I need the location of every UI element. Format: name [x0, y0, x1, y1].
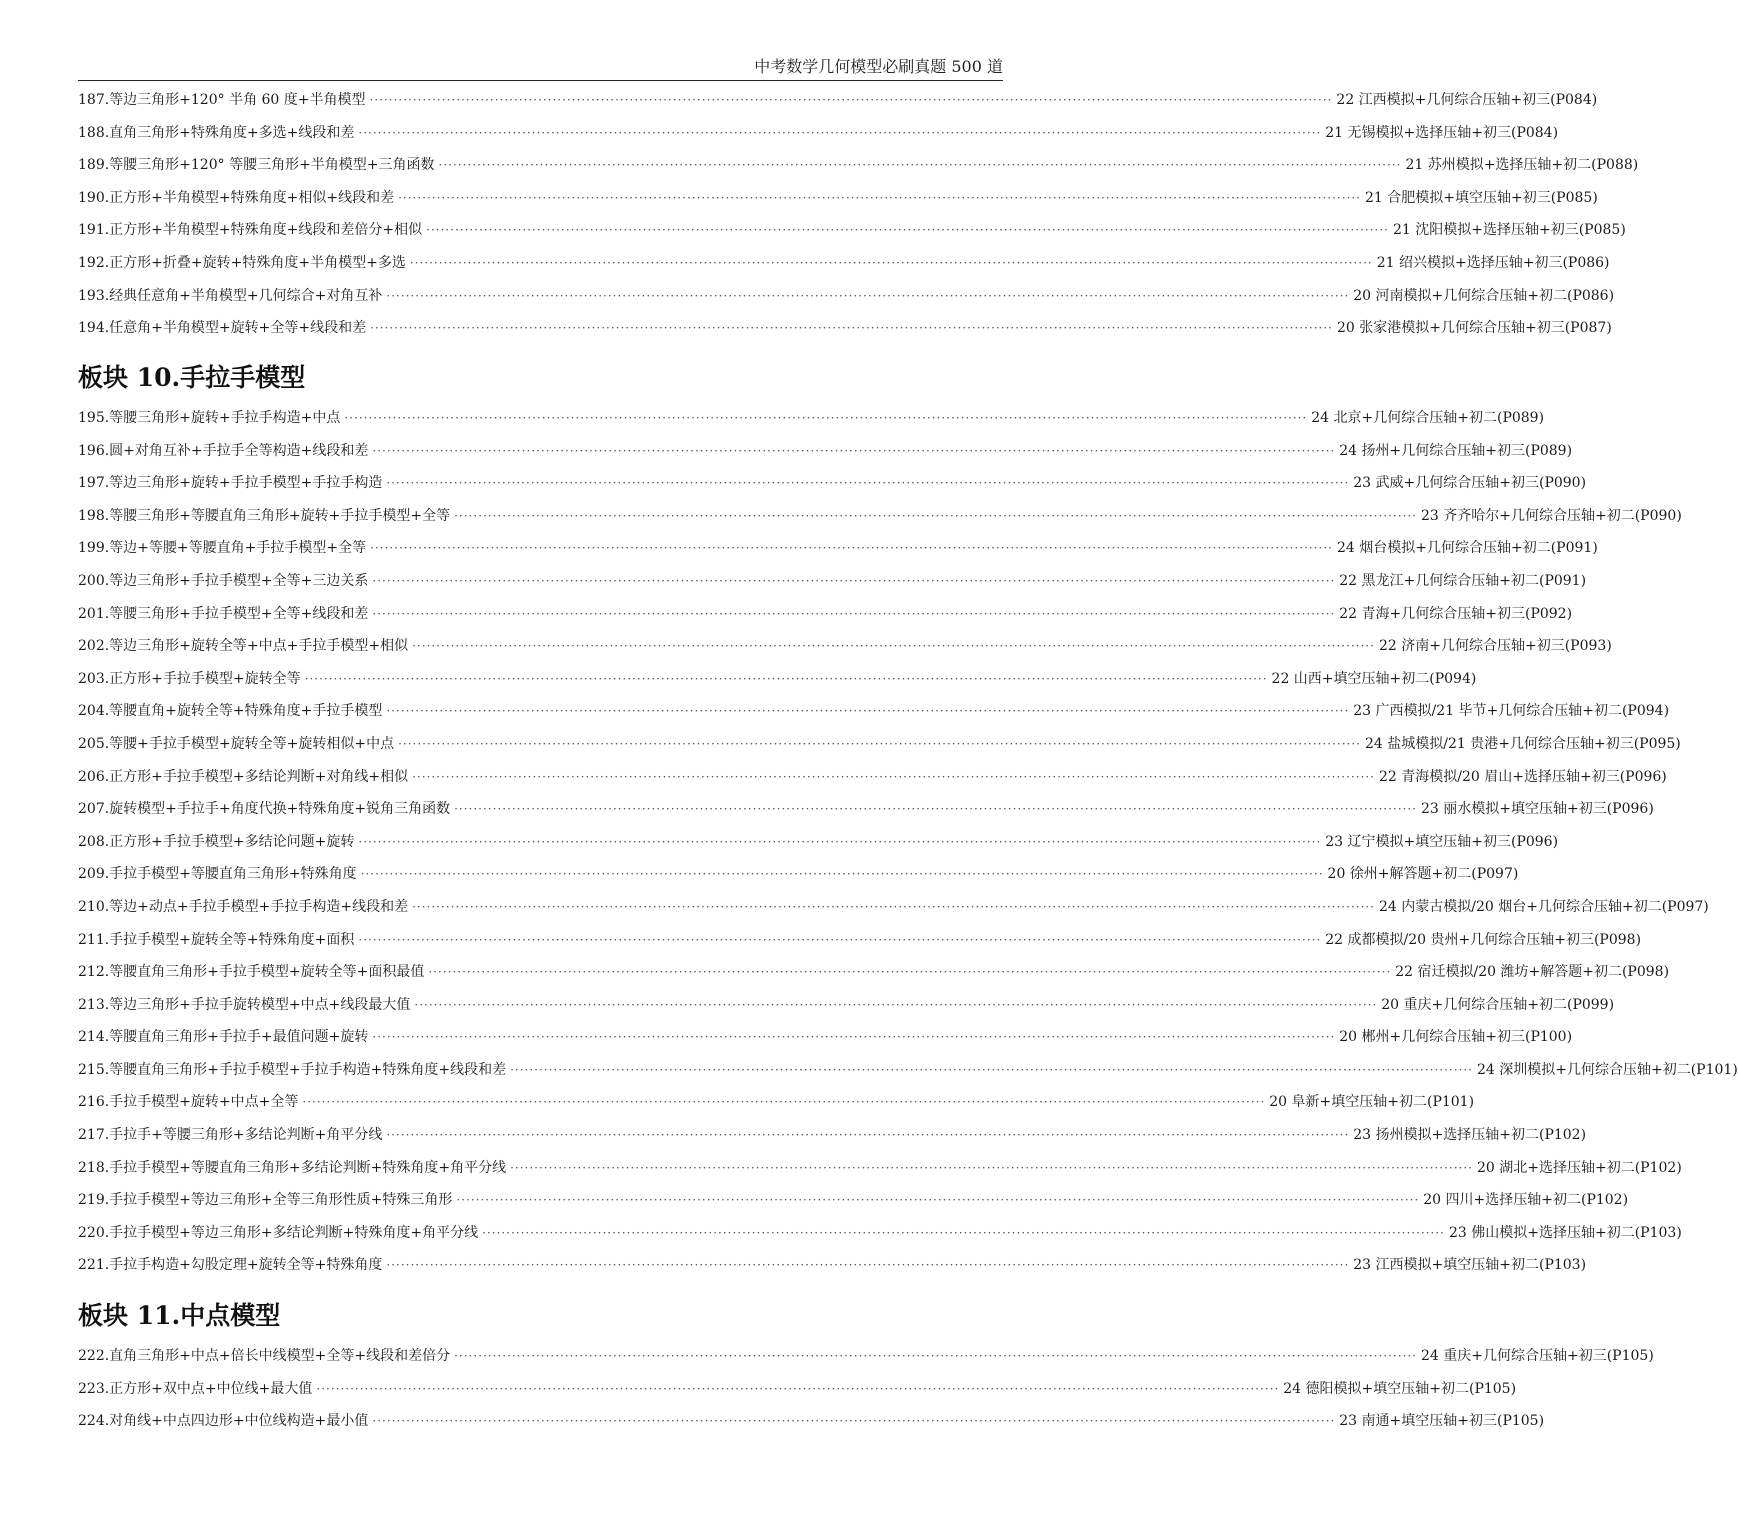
- entry-title: 正方形+半角模型+特殊角度+线段和差倍分+相似: [109, 222, 423, 239]
- entry-title: 等边三角形+手拉手模型+全等+三边关系: [109, 572, 369, 589]
- toc-entry: [78, 956, 1670, 989]
- entry-number: 212.: [78, 964, 110, 981]
- entry-source: 20 四川+选择压轴+初二(P102): [1423, 1192, 1629, 1209]
- entry-source: 20 湖北+选择压轴+初二(P102): [1476, 1159, 1682, 1176]
- entry-source: 21 合肥模拟+填空压轴+初三(P085): [1364, 189, 1598, 206]
- dot-leader: ········································································································································································································: [372, 443, 1336, 458]
- entry-number: 194.: [78, 320, 110, 337]
- toc-entry: [78, 500, 1682, 533]
- entry-number: 214.: [78, 1029, 110, 1046]
- entry-source: 22 青海模拟/20 眉山+选择压轴+初三(P096): [1378, 768, 1667, 785]
- entry-title: 等边+动点+手拉手模型+手拉手构造+线段和差: [109, 898, 409, 915]
- toc-entry: [78, 1373, 1517, 1406]
- dot-leader: ········································································································································································································: [344, 411, 1308, 425]
- entry-title: 正方形+双中点+中位线+最大值: [109, 1380, 313, 1397]
- entry-number: 193.: [78, 287, 110, 304]
- toc-entry: [78, 247, 1610, 280]
- entry-number: 191.: [78, 222, 110, 239]
- entry-number: 215.: [78, 1061, 110, 1078]
- entry-number: 207.: [78, 801, 110, 818]
- entry-number: 222.: [78, 1348, 110, 1364]
- entry-source: 24 烟台模拟+几何综合压轴+初二(P091): [1336, 540, 1598, 557]
- dot-leader: ········································································································································································································: [386, 1258, 1350, 1273]
- dot-leader: ········································································································································································································: [370, 541, 1333, 556]
- toc-entry: [78, 182, 1598, 215]
- entry-source: 20 重庆+几何综合压轴+初二(P099): [1381, 996, 1615, 1013]
- toc-group-hand-in-hand: [78, 402, 1738, 1282]
- entry-number: 209.: [78, 866, 110, 883]
- entry-number: 211.: [78, 931, 110, 948]
- dot-leader: ········································································································································································································: [316, 1381, 1280, 1396]
- dot-leader: ········································································································································································································: [358, 834, 1322, 849]
- toc-entry: [78, 1021, 1573, 1054]
- entry-number: 206.: [78, 768, 110, 785]
- dot-leader: ········································································································································································································: [510, 1160, 1473, 1175]
- page-header: [78, 50, 1003, 81]
- entry-number: 210.: [78, 898, 110, 915]
- entry-title: 等腰直角三角形+手拉手模型+旋转全等+面积最值: [109, 964, 425, 981]
- toc-entry: [78, 1119, 1587, 1152]
- entry-title: 等腰三角形+手拉手模型+全等+线段和差: [109, 605, 369, 622]
- entry-number: 216.: [78, 1094, 110, 1111]
- toc-entry: [78, 858, 1519, 891]
- entry-title: 手拉手模型+等边三角形+全等三角形性质+特殊三角形: [109, 1192, 453, 1209]
- entry-title: 经典任意角+半角模型+几何综合+对角互补: [109, 287, 383, 304]
- entry-source: 24 北京+几何综合压轴+初二(P089): [1311, 410, 1545, 426]
- entry-number: 203.: [78, 670, 110, 687]
- entry-source: 22 江西模拟+几何综合压轴+初三(P084): [1336, 92, 1598, 108]
- entry-title: 正方形+手拉手模型+多结论问题+旋转: [109, 833, 355, 850]
- toc-entry: [78, 1340, 1654, 1373]
- toc-entry: [78, 312, 1612, 345]
- entry-title: 等腰直角三角形+手拉手模型+手拉手构造+特殊角度+线段和差: [109, 1061, 507, 1078]
- entry-number: 204.: [78, 703, 110, 720]
- toc-entry: [78, 214, 1626, 247]
- dot-leader: ········································································································································································································: [412, 899, 1375, 914]
- entry-title: 等腰+手拉手模型+旋转全等+旋转相似+中点: [109, 735, 395, 752]
- toc-group-half-angle: [78, 84, 1639, 345]
- entry-number: 187.: [78, 92, 110, 108]
- dot-leader: ········································································································································································································: [414, 997, 1378, 1012]
- entry-title: 等腰三角形+120° 等腰三角形+半角模型+三角函数: [109, 157, 435, 174]
- entry-title: 直角三角形+特殊角度+多选+线段和差: [109, 124, 355, 141]
- dot-leader: ········································································································································································································: [372, 1030, 1336, 1045]
- entry-number: 198.: [78, 507, 110, 524]
- dot-leader: ········································································································································································································: [412, 769, 1375, 784]
- entry-source: 21 绍兴模拟+选择压轴+初三(P086): [1376, 254, 1610, 271]
- entry-source: 23 武威+几何综合压轴+初三(P090): [1353, 475, 1587, 492]
- dot-leader: ········································································································································································································: [426, 223, 1389, 238]
- entry-title: 等边三角形+旋转+手拉手模型+手拉手构造: [109, 475, 383, 492]
- dot-leader: ········································································································································································································: [510, 1062, 1473, 1077]
- entry-source: 20 张家港模拟+几何综合压轴+初三(P087): [1336, 320, 1612, 337]
- entry-source: 24 盐城模拟/21 贵港+几何综合压轴+初三(P095): [1364, 735, 1681, 752]
- entry-number: 217.: [78, 1127, 110, 1144]
- entry-number: 195.: [78, 410, 110, 426]
- entry-source: 21 苏州模拟+选择压轴+初二(P088): [1405, 157, 1639, 174]
- entry-number: 190.: [78, 189, 110, 206]
- entry-number: 189.: [78, 157, 110, 174]
- entry-source: 23 辽宁模拟+填空压轴+初三(P096): [1325, 833, 1559, 850]
- toc-entry: [78, 280, 1615, 313]
- entry-title: 等腰直角+旋转全等+特殊角度+手拉手模型: [109, 703, 383, 720]
- dot-leader: ········································································································································································································: [372, 606, 1336, 621]
- entry-number: 199.: [78, 540, 110, 557]
- toc-entry: [78, 1217, 1682, 1250]
- dot-leader: ········································································································································································································: [454, 508, 1417, 523]
- entry-title: 等边+等腰+等腰直角+手拉手模型+全等: [109, 540, 367, 557]
- entry-source: 20 郴州+几何综合压轴+初三(P100): [1339, 1029, 1573, 1046]
- entry-source: 20 阜新+填空压轴+初二(P101): [1269, 1094, 1475, 1111]
- entry-source: 24 重庆+几何综合压轴+初三(P105): [1420, 1348, 1654, 1364]
- entry-source: 22 山西+填空压轴+初二(P094): [1271, 670, 1477, 687]
- toc-entry: [78, 1086, 1475, 1119]
- dot-leader: ········································································································································································································: [358, 125, 1322, 140]
- toc-entry: [78, 924, 1642, 957]
- entry-number: 205.: [78, 735, 110, 752]
- entry-number: 223.: [78, 1380, 110, 1397]
- entry-title: 等边三角形+旋转全等+中点+手拉手模型+相似: [109, 638, 409, 655]
- section-heading-hand-in-hand: 板块 10.手拉手模型: [78, 363, 306, 392]
- entry-source: 22 成都模拟/20 贵州+几何综合压轴+初三(P098): [1325, 931, 1642, 948]
- entry-title: 等腰三角形+旋转+手拉手构造+中点: [109, 410, 341, 426]
- toc-entry: [78, 1152, 1682, 1185]
- entry-title: 等腰直角三角形+手拉手+最值问题+旋转: [109, 1029, 369, 1046]
- entry-number: 208.: [78, 833, 110, 850]
- toc-entry: [78, 1184, 1629, 1217]
- entry-source: 23 广西模拟/21 毕节+几何综合压轴+初二(P094): [1353, 703, 1670, 720]
- toc-group-midpoint: [78, 1340, 1654, 1438]
- toc-entry: [78, 435, 1573, 468]
- entry-source: 24 扬州+几何综合压轴+初三(P089): [1339, 442, 1573, 459]
- entry-title: 等边三角形+手拉手旋转模型+中点+线段最大值: [109, 996, 411, 1013]
- entry-number: 202.: [78, 638, 110, 655]
- dot-leader: ········································································································································································································: [360, 867, 1324, 882]
- entry-title: 手拉手模型+等边三角形+多结论判断+特殊角度+角平分线: [109, 1224, 479, 1241]
- entry-number: 197.: [78, 475, 110, 492]
- dot-leader: ········································································································································································································: [398, 736, 1361, 751]
- entry-title: 正方形+折叠+旋转+特殊角度+半角模型+多选: [109, 254, 406, 271]
- entry-title: 手拉手构造+勾股定理+旋转全等+特殊角度: [109, 1257, 383, 1274]
- entry-source: 22 黑龙江+几何综合压轴+初二(P091): [1339, 572, 1587, 589]
- dot-leader: ········································································································································································································: [428, 965, 1392, 980]
- entry-source: 23 佛山模拟+选择压轴+初二(P103): [1448, 1224, 1682, 1241]
- entry-title: 等腰三角形+等腰直角三角形+旋转+手拉手模型+全等: [109, 507, 451, 524]
- dot-leader: ········································································································································································································: [372, 573, 1336, 588]
- dot-leader: ········································································································································································································: [412, 639, 1375, 654]
- toc-entry: [78, 761, 1667, 794]
- toc-entry: [78, 1405, 1545, 1438]
- entry-title: 手拉手+等腰三角形+多结论判断+角平分线: [109, 1127, 383, 1144]
- dot-leader: ········································································································································································································: [386, 288, 1350, 303]
- entry-source: 22 济南+几何综合压轴+初三(P093): [1378, 638, 1612, 655]
- entry-source: 23 南通+填空压轴+初三(P105): [1339, 1413, 1545, 1430]
- entry-title: 手拉手模型+等腰直角三角形+多结论判断+特殊角度+角平分线: [109, 1159, 507, 1176]
- entry-source: 23 齐齐哈尔+几何综合压轴+初二(P090): [1420, 507, 1682, 524]
- entry-source: 24 德阳模拟+填空压轴+初二(P105): [1283, 1380, 1517, 1397]
- entry-title: 等边三角形+120° 半角 60 度+半角模型: [109, 92, 366, 108]
- entry-title: 直角三角形+中点+倍长中线模型+全等+线段和差倍分: [109, 1348, 451, 1364]
- dot-leader: ········································································································································································································: [482, 1225, 1445, 1240]
- toc-entry: [78, 663, 1477, 696]
- entry-title: 手拉手模型+旋转+中点+全等: [109, 1094, 299, 1111]
- entry-source: 24 深圳模拟+几何综合压轴+初二(P101): [1476, 1061, 1738, 1078]
- dot-leader: ········································································································································································································: [372, 1414, 1336, 1429]
- entry-source: 22 青海+几何综合压轴+初三(P092): [1339, 605, 1573, 622]
- toc-entry: [78, 402, 1545, 435]
- entry-title: 旋转模型+手拉手+角度代换+特殊角度+锐角三角函数: [109, 801, 451, 818]
- entry-number: 196.: [78, 442, 110, 459]
- entry-source: 20 徐州+解答题+初二(P097): [1327, 866, 1519, 883]
- dot-leader: ········································································································································································································: [386, 1128, 1350, 1143]
- entry-number: 200.: [78, 572, 110, 589]
- entry-title: 圆+对角互补+手拉手全等构造+线段和差: [109, 442, 369, 459]
- dot-leader: ········································································································································································································: [409, 255, 1373, 270]
- toc-entry: [78, 117, 1559, 150]
- dot-leader: ········································································································································································································: [456, 1193, 1420, 1208]
- entry-number: 224.: [78, 1413, 110, 1430]
- entry-number: 221.: [78, 1257, 110, 1274]
- entry-source: 23 丽水模拟+填空压轴+初三(P096): [1420, 801, 1654, 818]
- toc-entry: [78, 532, 1598, 565]
- toc-entry: [78, 695, 1670, 728]
- book-title: 中考数学几何模型必刷真题 500 道: [754, 57, 1003, 76]
- toc-entry: [78, 149, 1639, 182]
- dot-leader: ········································································································································································································: [369, 93, 1333, 107]
- entry-source: 21 沈阳模拟+选择压轴+初三(P085): [1392, 222, 1626, 239]
- entry-source: 23 扬州模拟+选择压轴+初二(P102): [1353, 1127, 1587, 1144]
- toc-entry: [78, 728, 1681, 761]
- dot-leader: ········································································································································································································: [398, 190, 1361, 205]
- toc-entry: [78, 630, 1612, 663]
- toc-entry: [78, 84, 1598, 117]
- entry-source: 23 江西模拟+填空压轴+初二(P103): [1353, 1257, 1587, 1274]
- dot-leader: ········································································································································································································: [454, 802, 1417, 817]
- entry-number: 188.: [78, 124, 110, 141]
- entry-number: 220.: [78, 1224, 110, 1241]
- toc-entry: [78, 989, 1615, 1022]
- entry-title: 手拉手模型+旋转全等+特殊角度+面积: [109, 931, 355, 948]
- entry-source: 21 无锡模拟+选择压轴+初三(P084): [1325, 124, 1559, 141]
- dot-leader: ········································································································································································································: [386, 476, 1350, 491]
- toc-entry: [78, 1249, 1587, 1282]
- section-heading-midpoint: 板块 11.中点模型: [78, 1301, 281, 1330]
- entry-number: 218.: [78, 1159, 110, 1176]
- entry-title: 对角线+中点四边形+中位线构造+最小值: [109, 1413, 369, 1430]
- entry-source: 24 内蒙古模拟/20 烟台+几何综合压轴+初二(P097): [1378, 898, 1709, 915]
- toc-entry: [78, 891, 1709, 924]
- dot-leader: ········································································································································································································: [302, 1095, 1266, 1110]
- dot-leader: ········································································································································································································: [386, 704, 1350, 719]
- dot-leader: ········································································································································································································: [370, 321, 1333, 336]
- toc-entry: [78, 826, 1559, 859]
- entry-title: 正方形+手拉手模型+多结论判断+对角线+相似: [109, 768, 409, 785]
- entry-title: 任意角+半角模型+旋转+全等+线段和差: [109, 320, 367, 337]
- entry-title: 手拉手模型+等腰直角三角形+特殊角度: [109, 866, 357, 883]
- entry-number: 201.: [78, 605, 110, 622]
- entry-number: 192.: [78, 254, 110, 271]
- entry-number: 213.: [78, 996, 110, 1013]
- toc-entry: [78, 467, 1587, 500]
- dot-leader: ········································································································································································································: [304, 671, 1268, 686]
- dot-leader: ········································································································································································································: [438, 158, 1402, 173]
- entry-title: 正方形+手拉手模型+旋转全等: [109, 670, 301, 687]
- entry-source: 22 宿迁模拟/20 潍坊+解答题+初二(P098): [1395, 964, 1670, 981]
- dot-leader: ········································································································································································································: [358, 932, 1322, 947]
- entry-source: 20 河南模拟+几何综合压轴+初二(P086): [1353, 287, 1615, 304]
- toc-entry: [78, 598, 1573, 631]
- toc-entry: [78, 793, 1654, 826]
- toc-entry: [78, 565, 1587, 598]
- dot-leader: ········································································································································································································: [454, 1349, 1417, 1363]
- toc-entry: [78, 1054, 1738, 1087]
- entry-number: 219.: [78, 1192, 110, 1209]
- entry-title: 正方形+半角模型+特殊角度+相似+线段和差: [109, 189, 395, 206]
